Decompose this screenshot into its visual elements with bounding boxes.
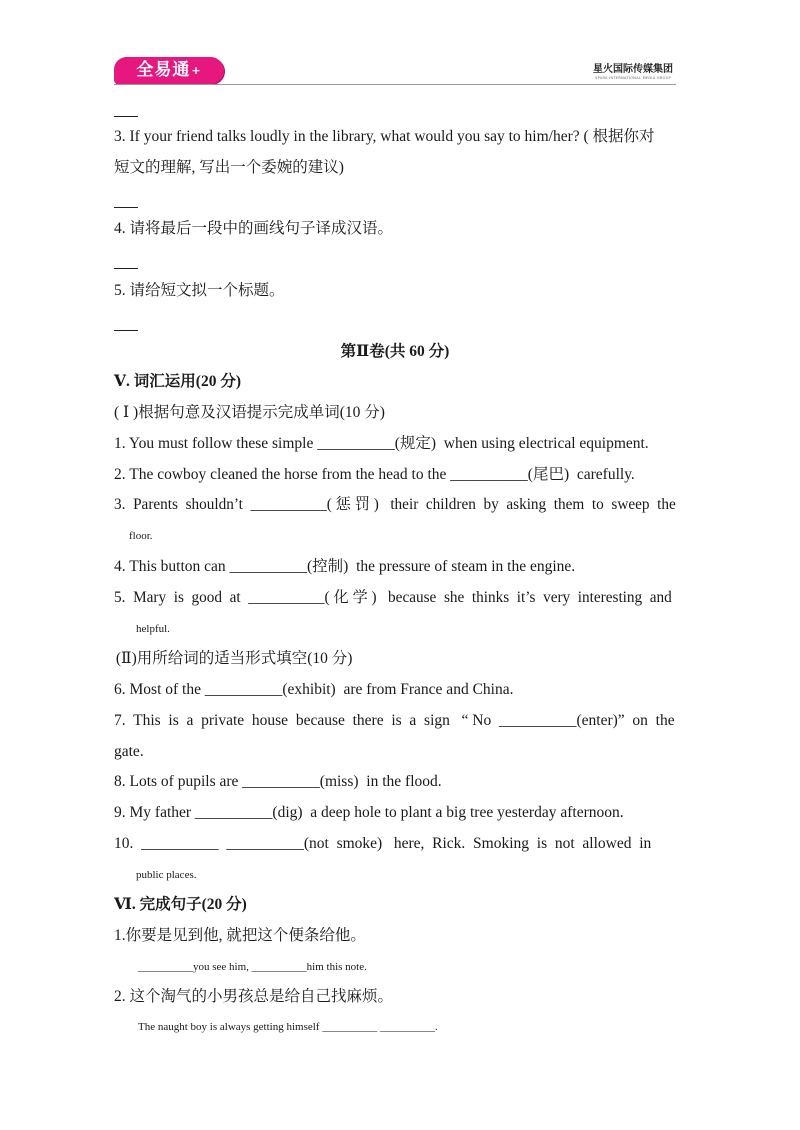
section-subtitle: (Ⅱ)用所给词的适当形式填空(10 分) (112, 650, 353, 667)
answer-line (114, 268, 138, 269)
answer-line (114, 116, 138, 117)
question-line: 2. 这个淘气的小男孩总是给自己找麻烦。 (114, 988, 394, 1005)
question-line: 7. This is a private house because there is a sign “ No __________(enter)” on the (114, 712, 675, 729)
question-line: The naught boy is always getting himself __________ __________. (138, 1021, 438, 1033)
section-subtitle: ( Ⅰ )根据句意及汉语提示完成单词(10 分) (114, 404, 385, 421)
question-line: 10. __________ __________(not smoke) here, Rick. Smoking is not allowed in (114, 835, 652, 852)
question-line: 5. 请给短文拟一个标题。 (114, 282, 285, 299)
question-line: helpful. (136, 623, 170, 635)
publisher-name-text: 星火国际传媒集团 (593, 64, 673, 75)
brand-logo (114, 57, 224, 84)
answer-line (114, 330, 138, 331)
header-divider (114, 84, 676, 85)
question-line: 6. Most of the __________(exhibit) are from France and China. (114, 681, 514, 698)
question-line: 5. Mary is good at __________( 化 学 ) because she thinks it’s very interesting and (114, 589, 672, 606)
question-line: 短文的理解, 写出一个委婉的建议) (114, 159, 344, 176)
section-title: Ⅵ. 完成句子(20 分) (114, 896, 247, 913)
publisher-name (593, 60, 673, 80)
question-line: gate. (114, 743, 144, 760)
question-line: 4. 请将最后一段中的画线句子译成汉语。 (114, 220, 394, 237)
question-line: floor. (129, 530, 153, 542)
section-title: Ⅴ. 词汇运用(20 分) (114, 373, 241, 390)
answer-line (114, 207, 138, 208)
publisher-subtitle: SPARK INTERNATIONAL MEDIA GROUP (595, 76, 671, 80)
part-title: 第Ⅱ卷(共 60 分) (340, 343, 450, 360)
question-line: 8. Lots of pupils are __________(miss) in the flood. (114, 773, 442, 790)
question-line: 9. My father __________(dig) a deep hole to plant a big tree yesterday afternoon. (114, 804, 624, 821)
question-line: public places. (136, 869, 197, 881)
page-header (0, 0, 800, 90)
question-line: 4. This button can __________(控制) the pressure of steam in the engine. (114, 558, 576, 575)
question-line: __________you see him, __________him this note. (138, 961, 367, 973)
question-line: 3. If your friend talks loudly in the library, what would you say to him/her? ( 根据你对 (114, 128, 655, 145)
question-line: 1.你要是见到他, 就把这个便条给他。 (114, 927, 366, 944)
question-line: 1. You must follow these simple __________(规定) when using electrical equipment. (114, 435, 649, 452)
question-line: 2. The cowboy cleaned the horse from the head to the __________(尾巴) carefully. (114, 466, 635, 483)
logo-text: 全易通 (136, 60, 191, 80)
question-line: 3. Parents shouldn’t __________( 惩 罚 ) their children by asking them to sweep the (114, 496, 676, 513)
logo-star-icon: + (191, 64, 202, 77)
